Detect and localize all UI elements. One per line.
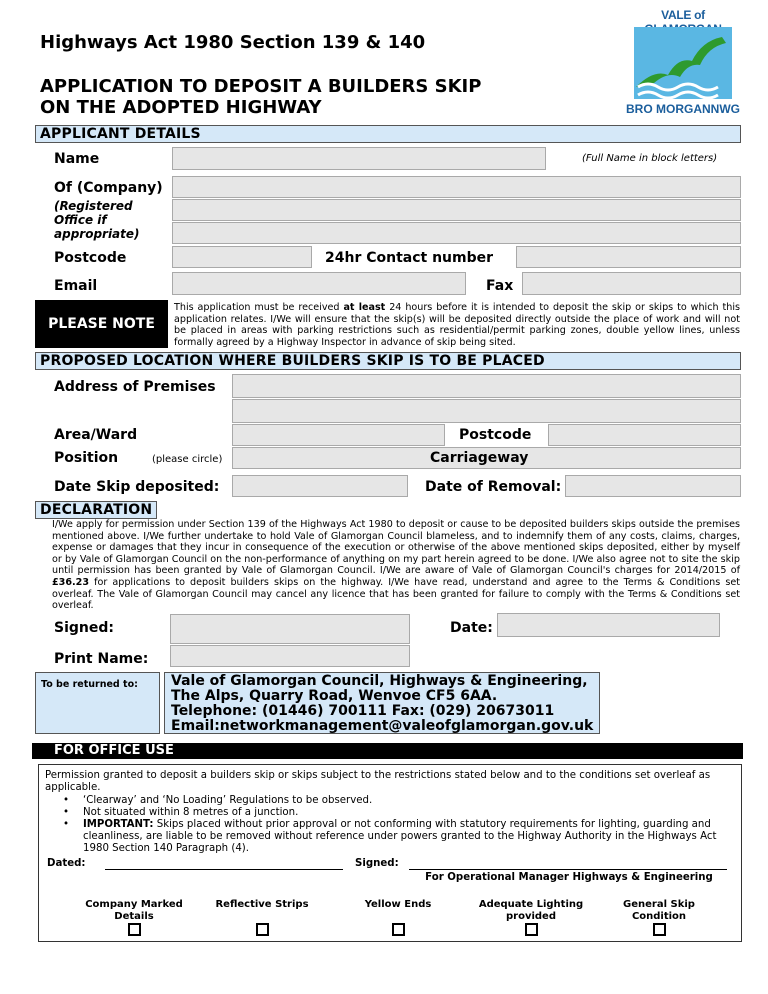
location-section-header: PROPOSED LOCATION WHERE BUILDERS SKIP IS TO BE PLACED: [35, 352, 741, 370]
email-label: Email: [54, 278, 98, 294]
please-note-label: PLEASE NOTE: [35, 300, 168, 348]
declaration-text-b: for applications to deposit builders skips on the highway. I/We have read, understand and agree to the Terms & Conditions set overleaf. The Vale of Glamorgan Council may cancel any licence that has been granted for failure to comply with the Terms & Conditions set overleaf.: [52, 576, 740, 612]
contact-number-field[interactable]: [516, 246, 741, 268]
form-title: Highways Act 1980 Section 139 & 140: [40, 32, 426, 53]
heading-line-2: ON THE ADOPTED HIGHWAY: [40, 97, 322, 118]
bullet-dot-3: •: [63, 819, 70, 830]
return-address-line-3: Telephone: (01446) 700111 Fax: (029) 20673011: [171, 703, 555, 719]
area-ward-field[interactable]: [232, 424, 445, 446]
print-name-label: Print Name:: [54, 651, 149, 667]
signed-label: Signed:: [54, 620, 114, 636]
office-signed-subtitle: For Operational Manager Highways & Engineering: [425, 872, 713, 883]
check-general-condition: [611, 899, 707, 940]
checkbox-icon[interactable]: [525, 923, 538, 936]
name-hint: (Full Name in block letters): [582, 153, 718, 164]
date-deposited-field[interactable]: [232, 475, 408, 497]
registered-office-label: (Registered Office if appropriate): [54, 199, 140, 241]
logo-top-text: VALE of: [661, 8, 705, 22]
check-reflective-strips: [207, 899, 317, 940]
bullet-2: Not situated within 8 metres of a junction.: [83, 807, 299, 818]
checkbox-icon[interactable]: [256, 923, 269, 936]
return-address-line-1: Vale of Glamorgan Council, Highways & Engineering,: [171, 673, 588, 689]
dated-label: Dated:: [47, 858, 86, 869]
area-ward-label: Area/Ward: [54, 427, 138, 443]
dated-line[interactable]: [105, 869, 343, 870]
bullet-dot-2: •: [63, 807, 70, 818]
email-field[interactable]: [172, 272, 466, 295]
office-use-box: [38, 764, 742, 942]
bullet-3-important: IMPORTANT:: [83, 819, 154, 830]
fax-field[interactable]: [522, 272, 741, 295]
date-removal-label: Date of Removal:: [425, 479, 562, 495]
bullet-1: ‘Clearway’ and ‘No Loading’ Regulations to be observed.: [83, 795, 373, 806]
check-company-marked-label: Company Marked Details: [85, 899, 183, 922]
logo-bottom-text: BRO MORGANNWG: [626, 102, 740, 116]
date-label: Date:: [450, 620, 493, 636]
return-address-line-2: The Alps, Quarry Road, Wenvoe CF5 6AA.: [171, 688, 498, 704]
checkbox-icon[interactable]: [392, 923, 405, 936]
note-text-b: 24 hours before it is intended to deposit the skip or skips to which this application relates. I/We will ensure that the skip(s) will be deposited directly outside the place of work and will not be placed in areas with parking restrictions such as residential/permit parking zones, double yellow lines, unless formally agreed by a Highway Inspector in advance of skip being sited.: [174, 302, 741, 348]
checkbox-icon[interactable]: [128, 923, 141, 936]
please-note-text: [174, 302, 740, 348]
form-heading: [40, 76, 500, 118]
applicant-section-header: APPLICANT DETAILS: [35, 125, 741, 143]
date-removal-field[interactable]: [565, 475, 741, 497]
check-general-condition-label: General Skip Condition: [623, 899, 695, 922]
contact-number-label: 24hr Contact number: [325, 250, 494, 266]
postcode-label: Postcode: [54, 250, 127, 266]
location-postcode-label: Postcode: [459, 427, 532, 443]
company-field-3[interactable]: [172, 222, 741, 244]
declaration-section-header: DECLARATION: [35, 501, 157, 519]
office-use-header: FOR OFFICE USE: [32, 743, 743, 759]
declaration-text: [52, 519, 740, 612]
check-adequate-lighting-label: Adequate Lighting provided: [478, 899, 584, 922]
bullet-3-text: Skips placed without prior approval or not conforming with statutory requirements for lighting, guarding and cleanliness, are liable to be removed without reference under powers granted to the Highway Authority in the Highways Act 1980 Section 140 Paragraph (4).: [83, 819, 717, 855]
return-label: To be returned to:: [41, 679, 138, 690]
logo-waves-icon: [634, 27, 732, 99]
company-field-1[interactable]: [172, 176, 741, 198]
check-company-marked: [79, 899, 189, 940]
bullet-3: [83, 819, 723, 856]
check-adequate-lighting: [471, 899, 591, 940]
note-text-bold: at least: [343, 302, 386, 313]
print-name-field[interactable]: [170, 645, 410, 667]
declaration-text-a: I/We apply for permission under Section 139 of the Highways Act 1980 to deposit or cause to be deposited builders skips outside the premises mentioned above. I/We further undertake to hold Vale of Glamorgan Council blameless, and to indemnify them of any costs, claims, charges, expense or damages that they incur in consequence of the execution or otherwise of the above mentioned skips deposited, either by myself or by Vale of Glamorgan Council on the non-performance of anything on my part herein agreed to be done. I/We also agree not to site the skip until permission has been granted by Vale of Glamorgan Council. I/We are aware of Vale of Glamorgan Council's charges for 2014/2015 of: [52, 519, 740, 577]
return-email[interactable]: Email:networkmanagement@valeofglamorgan.gov.uk: [171, 718, 594, 734]
name-label: Name: [54, 151, 100, 167]
postcode-field[interactable]: [172, 246, 312, 268]
date-deposited-label: Date Skip deposited:: [54, 479, 220, 495]
address-field-1[interactable]: [232, 374, 741, 398]
heading-line-1: APPLICATION TO DEPOSIT A BUILDERS SKIP: [40, 76, 482, 97]
bullet-dot-1: •: [63, 795, 70, 806]
position-hint: (please circle): [152, 454, 223, 465]
check-yellow-ends-label: Yellow Ends: [364, 899, 432, 910]
declaration-fee: £36.23: [52, 576, 90, 588]
note-text-a: This application must be received: [174, 302, 344, 313]
check-yellow-ends: [343, 899, 453, 940]
fax-label: Fax: [486, 278, 514, 294]
checkbox-icon[interactable]: [653, 923, 666, 936]
date-field[interactable]: [497, 613, 720, 637]
company-label: Of (Company): [54, 180, 163, 196]
location-postcode-field[interactable]: [548, 424, 741, 446]
return-label-box: [35, 672, 160, 734]
office-signed-line[interactable]: [409, 869, 727, 870]
council-logo: [624, 8, 742, 120]
office-signed-label: Signed:: [355, 858, 399, 869]
address-label: Address of Premises: [54, 379, 216, 395]
address-field-2[interactable]: [232, 399, 741, 423]
logo-emblem: [634, 27, 732, 99]
position-option-carriageway[interactable]: Carriageway: [430, 450, 529, 466]
company-field-2[interactable]: [172, 199, 741, 221]
return-address: [164, 672, 600, 734]
position-label: Position: [54, 450, 119, 466]
signature-field[interactable]: [170, 614, 410, 644]
check-reflective-strips-label: Reflective Strips: [215, 899, 309, 910]
name-field[interactable]: [172, 147, 546, 170]
office-intro: Permission granted to deposit a builders skip or skips subject to the restrictions stated below and to the conditions set overleaf as applicable.: [45, 770, 711, 794]
